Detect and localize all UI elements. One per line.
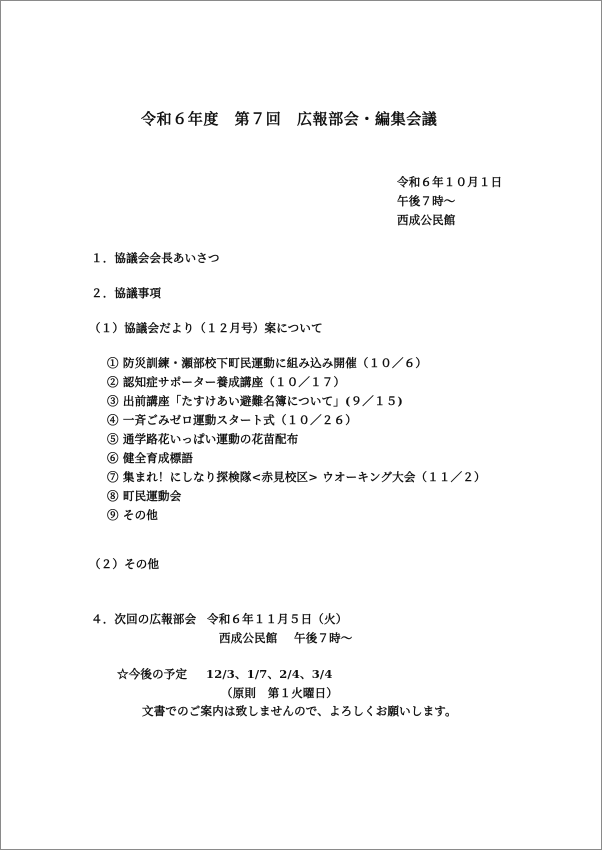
agenda-item: ⑨ その他 (107, 508, 159, 522)
next-meeting-date: 令和６年１１月５日（火） (207, 612, 348, 626)
agenda-item: ① 防災訓練・瀬部校下町民運動に組み込み開催（１０／６） (107, 356, 428, 370)
next-meeting-time: 午後７時～ (294, 631, 353, 645)
agenda-item: ③ 出前講座「たすけあい避難名簿について」(９／１５) (107, 394, 404, 408)
section-agenda: ２．協議事項 (91, 286, 162, 300)
agenda-item: ⑤ 通学路花いっぱい運動の花苗配布 (107, 432, 299, 446)
schedule-label: ☆今後の予定 (117, 667, 188, 681)
meeting-date: 令和６年１０月１日 (397, 175, 503, 189)
schedule-dates: 12/3、1/7、2/4、3/4 (206, 667, 333, 681)
subsection-other: （２）その他 (89, 557, 160, 571)
meeting-place: 西成公民館 (397, 213, 456, 227)
section-greeting: １．協議会会長あいさつ (91, 251, 220, 265)
agenda-item: ⑦ 集まれ！にしなり探検隊<赤見校区> ウオーキング大会（１１／２） (107, 470, 486, 484)
agenda-item: ④ 一斉ごみゼロ運動スタート式（１０／２６） (107, 413, 357, 427)
agenda-item: ② 認知症サポーター養成講座（１０／１７） (107, 375, 346, 389)
agenda-item: ⑥ 健全育成標語 (107, 451, 194, 465)
document-title: 令和６年度 第７回 広報部会・編集会議 (141, 110, 438, 128)
subsection-newsletter: （１）協議会だより（１２月号）案について (89, 321, 323, 335)
next-meeting-place: 西成公民館 (219, 631, 278, 645)
closing-note: 文書でのご案内は致しませんので、よろしくお願いします。 (142, 704, 457, 718)
agenda-item: ⑧ 町民運動会 (107, 489, 182, 503)
next-meeting-label: ４．次回の広報部会 (91, 612, 197, 626)
meeting-time: 午後７時～ (397, 194, 456, 208)
schedule-rule: （原則 第１火曜日） (221, 686, 338, 700)
